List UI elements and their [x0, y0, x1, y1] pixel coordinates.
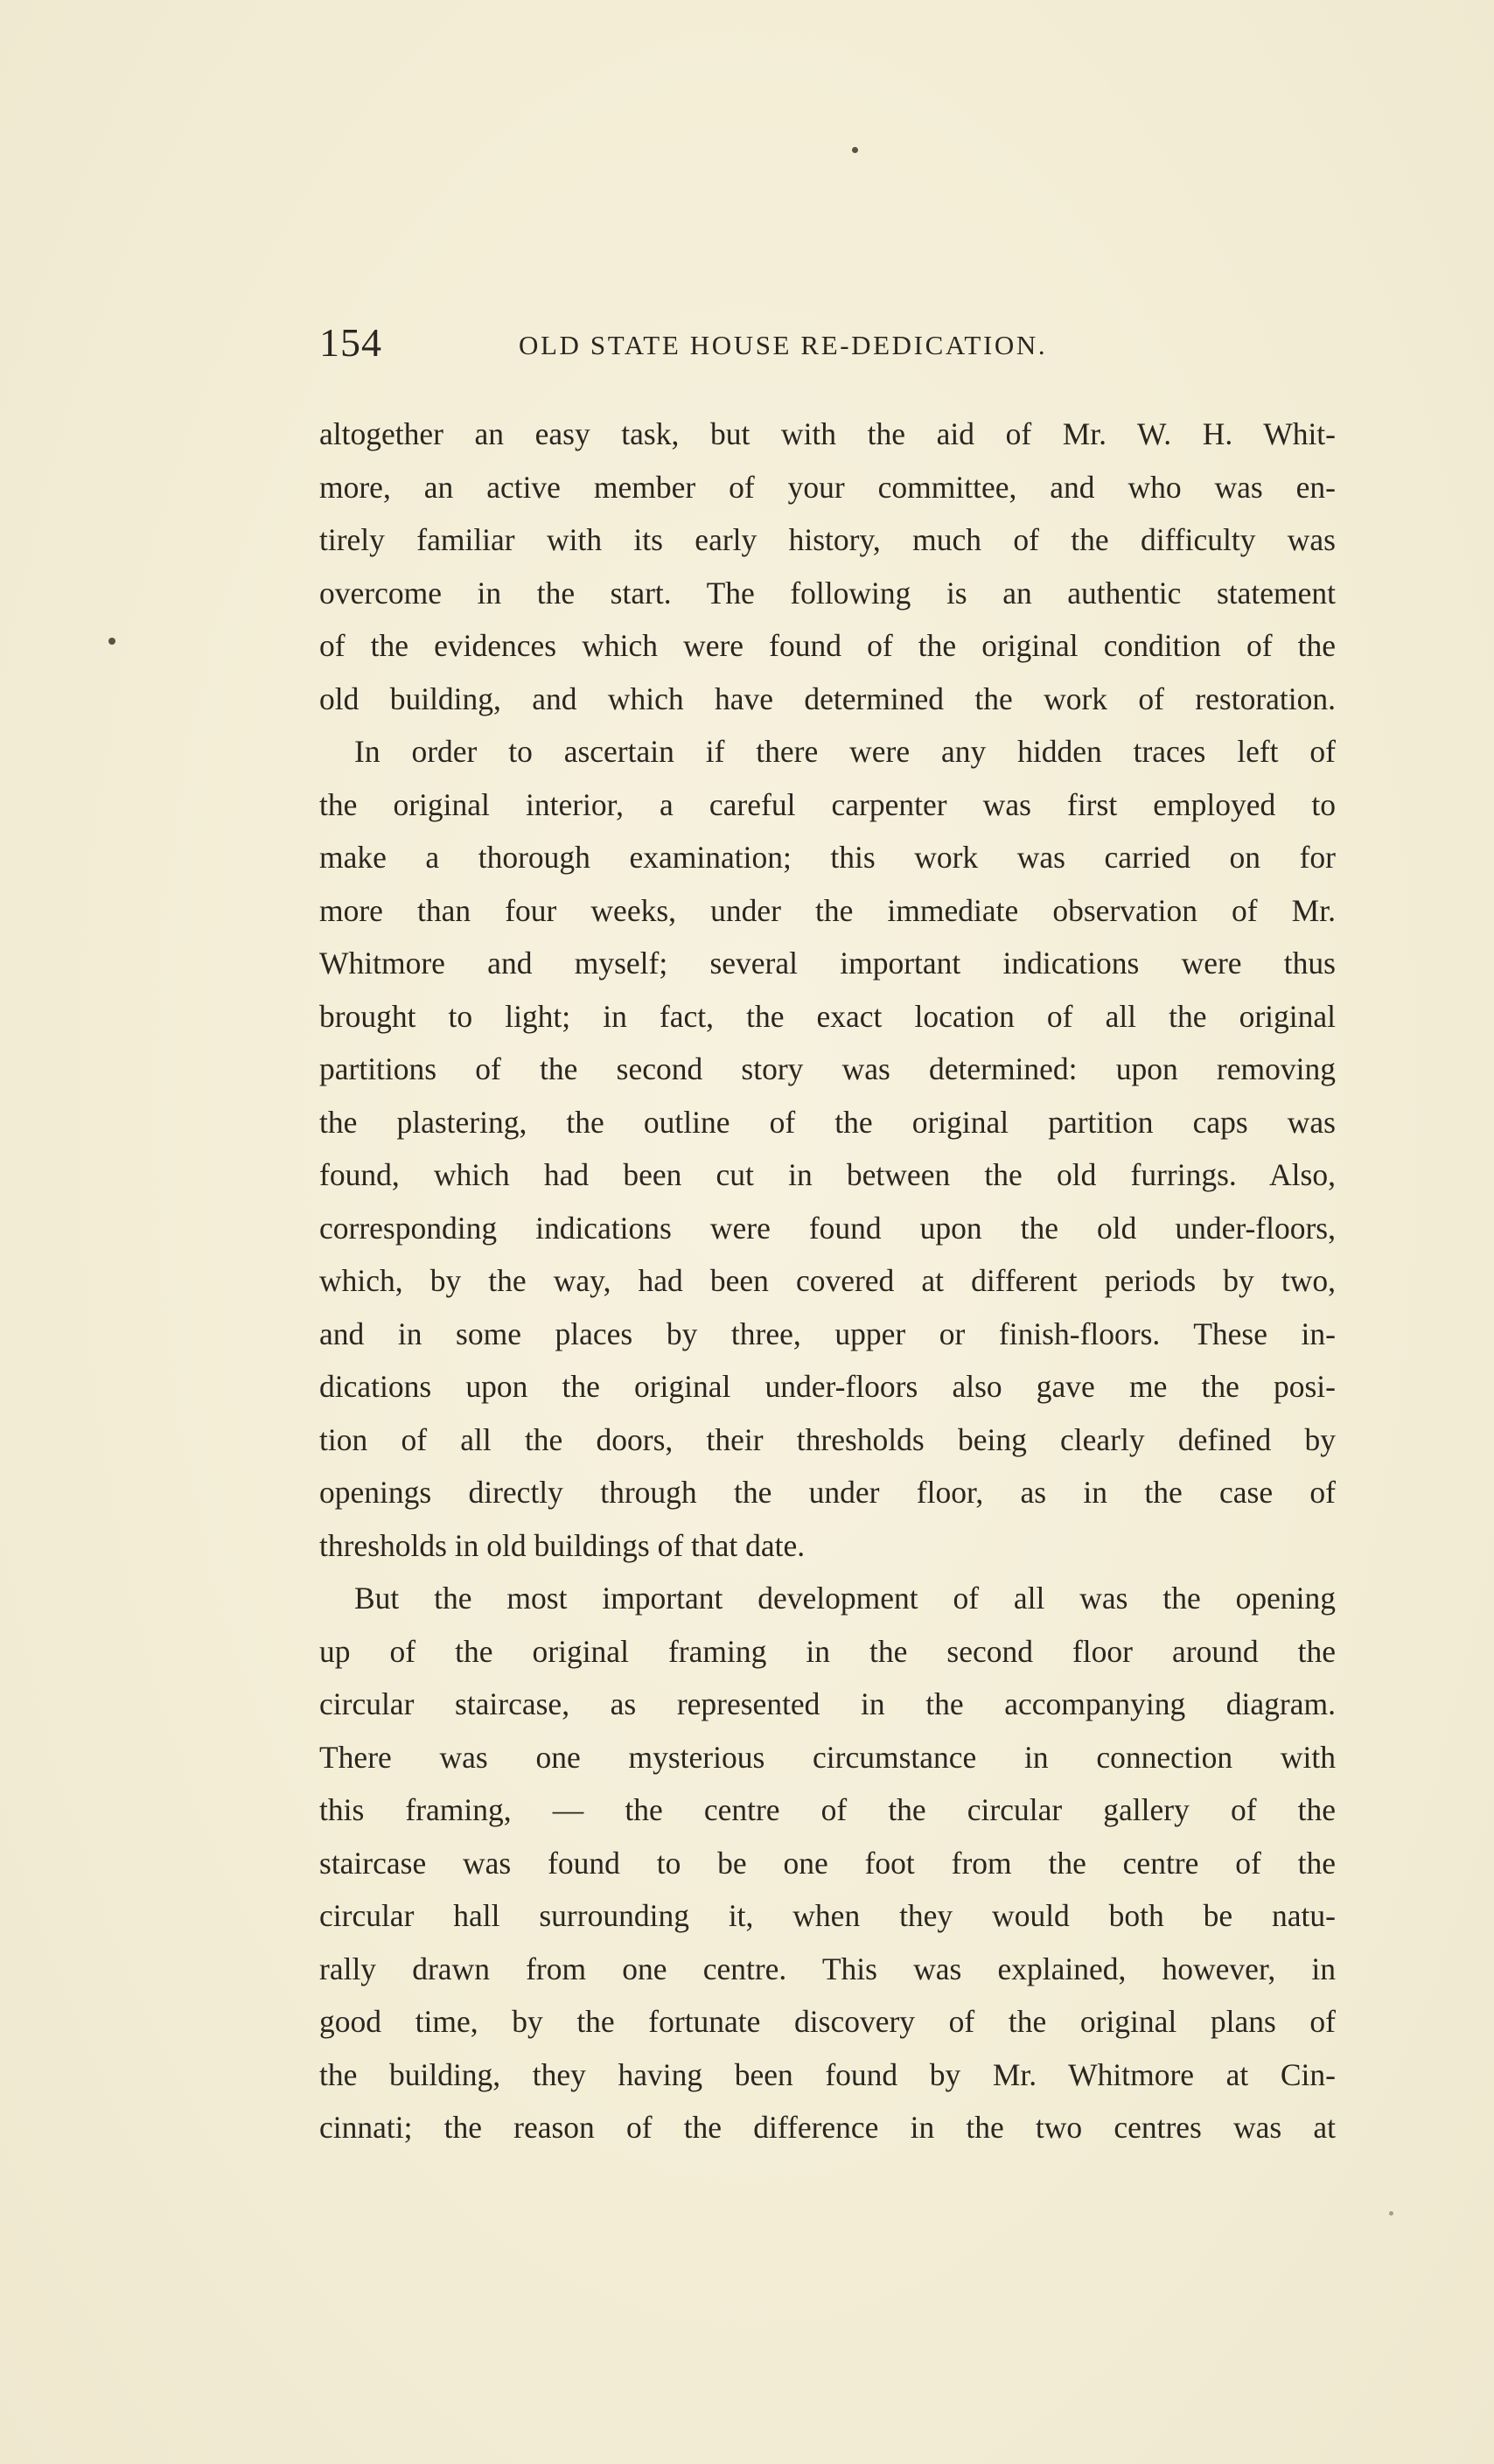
- text-line: good time, by the fortunate discovery of the original plans of: [319, 2004, 1336, 2039]
- paragraph: [319, 725, 1336, 1572]
- page-number: 154: [319, 320, 382, 365]
- text-line: Whitmore and myself; several important indications were thus: [319, 946, 1336, 981]
- text-line: circular hall surrounding it, when they would both be natu-: [319, 1898, 1336, 1933]
- text-line: more than four weeks, under the immediate observation of Mr.: [319, 892, 1336, 928]
- text-line: make a thorough examination; this work was carried on for: [319, 840, 1336, 875]
- text-line: altogether an easy task, but with the aid of Mr. W. H. Whit-: [319, 416, 1336, 451]
- body-text: [319, 408, 1336, 2154]
- ink-speck: [108, 638, 115, 645]
- text-line: the building, they having been found by Mr. Whitmore at Cin-: [319, 2056, 1336, 2092]
- text-line: overcome in the start. The following is an authentic statement: [319, 575, 1336, 611]
- text-line: more, an active member of your committee, and who was en-: [319, 469, 1336, 505]
- text-line: rally drawn from one centre. This was explained, however, in: [319, 1951, 1336, 1986]
- text-line: of the evidences which were found of the original condition of the: [319, 628, 1336, 663]
- text-line: dications upon the original under-floors also gave me the posi-: [319, 1369, 1336, 1404]
- text-line: staircase was found to be one foot from the centre of the: [319, 1845, 1336, 1881]
- text-line: circular staircase, as represented in the accompanying diagram.: [319, 1686, 1336, 1721]
- text-line: the plastering, the outline of the original partition caps was: [319, 1104, 1336, 1140]
- text-line: found, which had been cut in between the old furrings. Also,: [319, 1157, 1336, 1192]
- text-line: up of the original framing in the second floor around the: [319, 1633, 1336, 1669]
- running-head: OLD STATE HOUSE RE-DEDICATION.: [519, 330, 1048, 360]
- text-line: old building, and which have determined the work of restoration.: [319, 681, 1336, 716]
- text-line: In order to ascertain if there were any hidden traces left of: [354, 734, 1336, 769]
- text-line: which, by the way, had been covered at different periods by two,: [319, 1263, 1336, 1298]
- text-line: and in some places by three, upper or finish-floors. These in-: [319, 1316, 1336, 1351]
- text-line: cinnati; the reason of the difference in the two centres was at: [319, 2110, 1336, 2145]
- page-header: [319, 318, 1332, 371]
- text-line: openings directly through the under floor, as in the case of: [319, 1475, 1336, 1510]
- text-line: partitions of the second story was determined: upon removing: [319, 1051, 1336, 1086]
- text-line: thresholds in old buildings of that date.: [319, 1527, 806, 1563]
- text-line: this framing, — the centre of the circular gallery of the: [319, 1792, 1336, 1827]
- text-line: tirely familiar with its early history, much of the difficulty was: [319, 522, 1336, 557]
- text-line: corresponding indications were found upon the old under-floors,: [319, 1210, 1336, 1246]
- ink-speck: [852, 147, 858, 153]
- ink-speck: [1389, 2211, 1393, 2216]
- text-line: tion of all the doors, their thresholds being clearly defined by: [319, 1421, 1336, 1457]
- paragraph: [319, 1572, 1336, 2154]
- text-line: There was one mysterious circumstance in connection with: [319, 1739, 1336, 1775]
- paragraph: [319, 408, 1336, 725]
- text-line: brought to light; in fact, the exact location of all the original: [319, 998, 1336, 1034]
- text-line: But the most important development of all was the opening: [354, 1581, 1336, 1616]
- text-line: the original interior, a careful carpenter was first employed to: [319, 786, 1336, 822]
